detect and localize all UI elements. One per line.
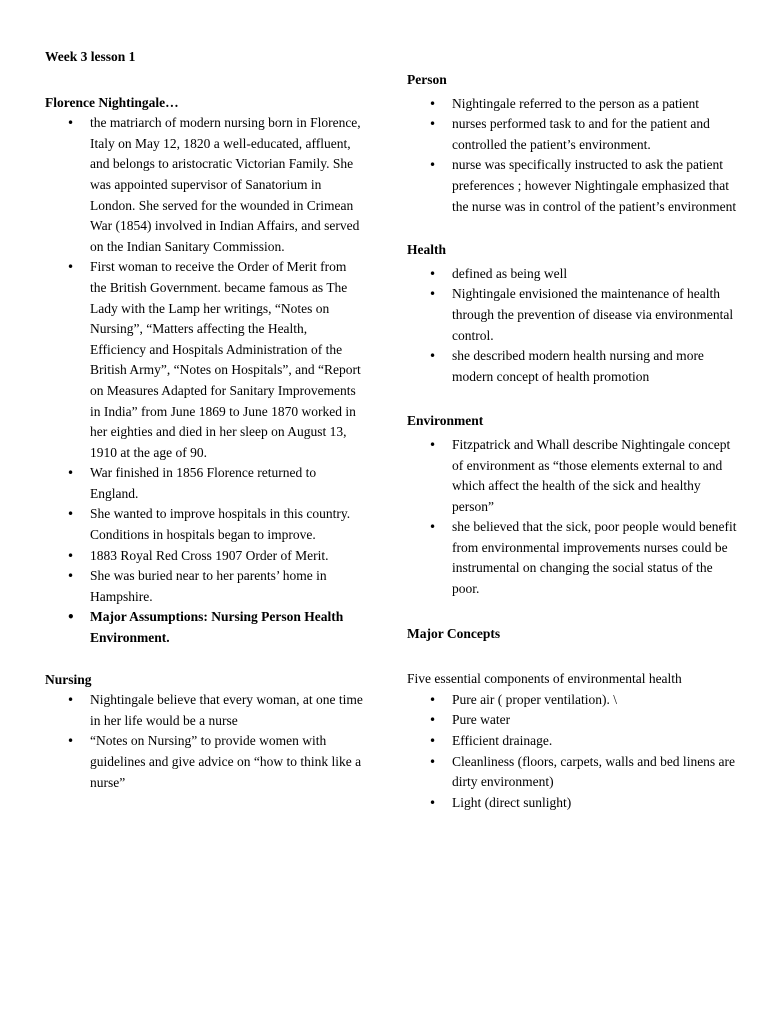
list-item: • War finished in 1856 Florence returned to England. [45, 463, 365, 504]
page-title: Week 3 lesson 1 [45, 49, 136, 64]
list-item: • “Notes on Nursing” to provide women with guidelines and give advice on “how to think like a nurse” [45, 731, 365, 793]
health-heading: Health [407, 242, 446, 258]
list-item: • the matriarch of modern nursing born in Florence, Italy on May 12, 1820 a well-educated, affluent, and belongs to aristocratic Victorian Family. She was appointed supervisor of Sanatorium in London. She served for the wounded in Crimean War (1854) involved in Indian Affairs, and served on the Indian Sanitary Commission. [45, 113, 365, 257]
list-item: • Cleanliness (floors, carpets, walls and bed linens are dirty environment) [407, 752, 737, 793]
florence-list [45, 113, 365, 648]
list-item: • Efficient drainage. [407, 731, 737, 752]
list-item: • she described modern health nursing and more modern concept of health promotion [407, 346, 737, 387]
health-list [407, 264, 737, 388]
florence-heading: Florence Nightingale… [45, 94, 179, 110]
list-item [407, 435, 737, 517]
list-item: • Nightingale believe that every woman, at one time in her life would be a nurse [45, 690, 365, 731]
nursing-list [45, 690, 365, 793]
environment-item-line2: of environment as “those elements external to and which affect the health of the sick and healthy person” [452, 457, 723, 514]
person-list [407, 94, 737, 218]
nursing-heading: Nursing [45, 671, 92, 687]
left-column [45, 47, 365, 793]
list-item: • nurse was specifically instructed to ask the patient preferences ; however Nightingale emphasized that the nurse was in control of the patient’s environment [407, 155, 737, 217]
list-item: • Pure air ( proper ventilation). \ [407, 690, 737, 711]
right-column [407, 70, 737, 813]
list-item-major-assumptions: • Major Assumptions: Nursing Person Health Environment. [45, 607, 365, 648]
person-heading: Person [407, 72, 447, 87]
list-item: • Nightingale referred to the person as a patient [407, 94, 737, 115]
list-item: • defined as being well [407, 264, 737, 285]
list-item: • She was buried near to her parents’ home in Hampshire. [45, 566, 365, 607]
environment-heading: Environment [407, 413, 484, 429]
major-concepts-intro: Five essential components of environmental health [407, 671, 682, 687]
environment-list [407, 435, 737, 600]
list-item: • Light (direct sunlight) [407, 793, 737, 814]
major-concepts-list [407, 690, 737, 814]
list-item: • Pure water [407, 710, 737, 731]
list-item: • she believed that the sick, poor people would benefit from environmental improvements nurses could be instrumental on changing the social status of the poor. [407, 517, 737, 599]
list-item: • 1883 Royal Red Cross 1907 Order of Merit. [45, 546, 365, 567]
list-item: • nurses performed task to and for the patient and controlled the patient’s environment. [407, 114, 737, 155]
list-item: • She wanted to improve hospitals in this country. Conditions in hospitals began to improve. [45, 504, 365, 545]
major-concepts-heading: Major Concepts [407, 625, 501, 641]
environment-item-line1: • Fitzpatrick and Whall describe Nightingale concept [452, 436, 731, 452]
list-item: • First woman to receive the Order of Merit from the British Government. became famous as The Lady with the Lamp her writings, “Notes on Nursing”, “Matters affecting the Health, Efficiency and Hospitals Administration of the British Army”, “Notes on Hospitals”, and “Report on Measures Adapted for Sanitary Improvements in India” from June 1869 to June 1870 worked in her eighties and died in her sleep on August 13, 1910 at the age of 90. [45, 257, 365, 463]
list-item: • Nightingale envisioned the maintenance of health through the prevention of disease via environmental control. [407, 284, 737, 346]
